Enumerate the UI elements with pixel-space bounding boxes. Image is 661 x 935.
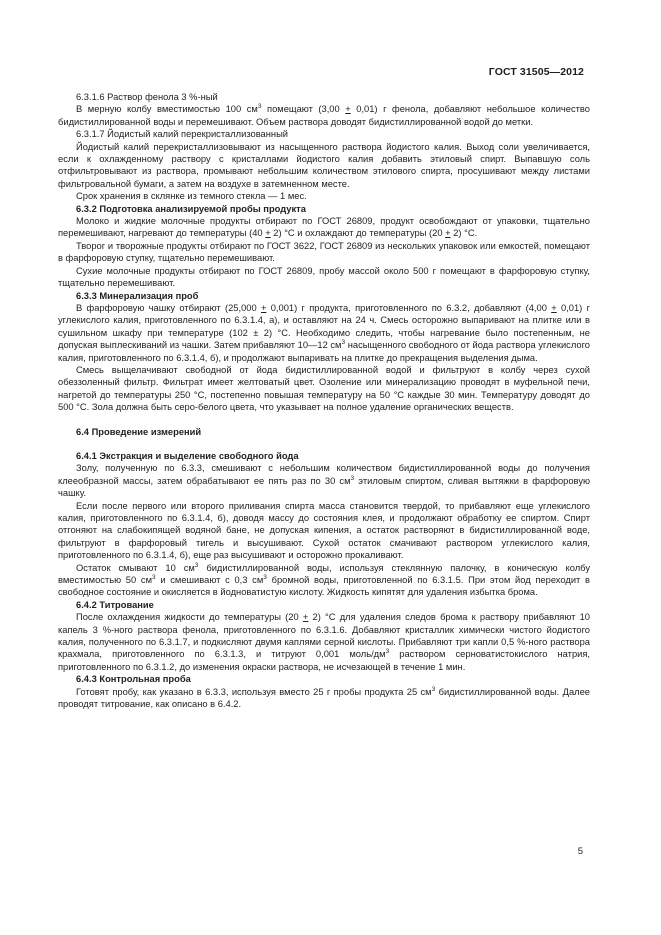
paragraph: Если после первого или второго приливания спирта масса становится твердой, то прибавляют еще углекислого калия, приготовленного по 6.3.1.4, б), доводя массу до состояния клея, и продолжают обработку ее спиртом. Спирт отгоняют на слабокипящей водяной бане, не допуская кипения, а остаток растворяют в бидистиллированной воде, фильтруют в фарфоровый тигель и высушивают. Сухой остаток смачивают раствором углекислого калия, приготовленного по 6.3.1.4, б), еще раз высушивают и осторожно прокаливают. [58, 500, 590, 561]
paragraph: 6.3.1.6 Раствор фенола 3 %-ный [76, 92, 218, 102]
section-heading: 6.4.1 Экстракция и выделение свободного йода [76, 450, 299, 461]
superscript: 3 [385, 648, 390, 656]
document-body [58, 91, 590, 711]
paragraph: После охлаждения жидкости до температуры (20 + 2) °С для удаления следов брома к раствору прибавляют 10 капель 3 %-ного раствора фенола, приготовленного по 6.3.1.6. Добавляют кристаллик химически чистого йодистого калия, полученного по 6.3.1.7, и подкисляют двумя каплями серной кислоты. Прибавляют три капли 0,5 %-ного раствора крахмала, приготовленного по 6.3.1.3, и титруют 0,001 моль/$дм^3$ раствором серноватистокислого натрия, приготовленного по 6.3.1.2, до изменения окраски раствора, не исчезающей в течение 1 мин. [58, 612, 591, 672]
page-number: 5 [577, 846, 583, 857]
paragraph: Творог и творожные продукты отбирают по ГОСТ 3622, ГОСТ 26809 из нескольких упаковок или емкостей, помещают в фарфоровую ступку, тщательно перемешивают. [58, 240, 590, 264]
plus-minus-sign: + [302, 612, 309, 623]
paragraph: Остаток смывают 10 $см^3$ бидистиллированной воды, используя стеклянную палочку, в коническую колбу вместимостью 50 $см^3$ и смешивают с 0,3 $см^3$ бромной воды, приготовленной по 6.3.1.5. При этом йод переходит в свободное состояние и окисляется в йодноватистую кислоту. Жидкость кипятят для удаления избытка брома. [58, 561, 590, 598]
paragraph: В мерную колбу вместимостью 100 $см^3$ помещают (3,00 + 0,01) г фенола, добавляют небольшое количество бидистиллированной воды и перемешивают. Объем раствора доводят бидистиллированной водой до метки. [58, 103, 590, 127]
superscript: 3 [350, 474, 355, 482]
paragraph: 6.3.1.7 Йодистый калий перекристаллизованный [76, 129, 289, 140]
paragraph: Йодистый калий перекристаллизовывают из насыщенного раствора йодистого калия. Выход соли увеличивается, если к охлажденному раствору с кристаллами йодистого калия добавить этиловый спирт. Выпавшую соль отфильтровывают из раствора, промывают небольшим количеством этилового спирта, просушивают между листами фильтровальной бумаги, а затем на воздухе в затемненном месте. [58, 141, 590, 189]
section-heading: 6.3.2 Подготовка анализируемой пробы продукта [76, 203, 306, 214]
section-heading: 6.4.2 Титрование [76, 599, 154, 610]
paragraph: Срок хранения в склянке из темного стекла — 1 мес. [76, 191, 307, 202]
section-heading: 6.4 Проведение измерений [76, 426, 202, 437]
superscript: 3 [341, 339, 346, 347]
plus-minus-sign: + [265, 228, 271, 239]
superscript: 3 [152, 573, 156, 581]
superscript: 3 [431, 685, 436, 693]
paragraph: Молоко и жидкие молочные продукты отбирают по ГОСТ 26809, продукт освобождают от упаковки, тщательно перемешивают, нагревают до температуры (40 + 2) °С и охлаждают до температуры (20 + 2) °С. [58, 216, 590, 239]
plus-minus-sign: + [260, 302, 267, 313]
superscript: 3 [263, 573, 267, 581]
paragraph: Золу, полученную по 6.3.3, смешивают с небольшим количеством бидистиллированной воды до получения клееобразной массы, затем обрабатывают ее пять раз по 30 $см^3$ этиловым спиртом, сливая вытяжки в фарфоровую чашку. [58, 463, 590, 499]
plus-minus-sign: + [345, 104, 351, 115]
superscript: 3 [194, 561, 199, 569]
section-heading: 6.4.3 Контрольная проба [76, 674, 191, 685]
plus-minus-sign: + [445, 228, 451, 239]
section-heading: 6.3.3 Минерализация проб [76, 290, 199, 301]
paragraph: Сухие молочные продукты отбирают по ГОСТ 26809, пробу массой около 500 г помещают в фарфоровую ступку, тщательно перемешивают. [58, 265, 590, 289]
plus-minus-sign: + [551, 302, 557, 313]
paragraph: В фарфоровую чашку отбирают (25,000 + 0,001) г продукта, приготовленного по 6.3.2, добавляют (4,00 + 0,01) г углекислого калия, приготовленного по 6.3.1.4, а), и оставляют на 24 ч. Смесь осторожно выпаривают на плитке или в сушильном шкафу при температуре (102 ± 2) °С. Необходимо следить, чтобы нагревание было постепенным, не допуская выплескиваний из чашки. Затем прибавляют 10—12 $см^3$ насыщенного свободного от йода раствора углекислого калия, приготовленного по 6.3.1.4, б), и продолжают выпаривать на плитке до прекращения выделения дыма. [58, 302, 590, 363]
paragraph: Смесь выщелачивают свободной от йода бидистиллированной водой и фильтруют в колбу через сухой обеззоленный фильтр. Фильтрат имеет желтоватый цвет. Озоление или минерализацию проводят в муфельной печи, нагретой до температуры 250 °С, постепенно повышая температуру на 50 °С каждые 30 мин. Температуру доводят до 500 °С. Зола должна быть серо-белого цвета, что указывает на полное удаление органических веществ. [58, 364, 590, 413]
superscript: 3 [257, 103, 262, 111]
document-header: ГОСТ 31505—2012 [488, 66, 584, 78]
paragraph: Готовят пробу, как указано в 6.3.3, используя вместо 25 г пробы продукта 25 $см^3$ бидистиллированной воды. Далее проводят титрование, как описано в 6.4.2. [58, 685, 591, 710]
